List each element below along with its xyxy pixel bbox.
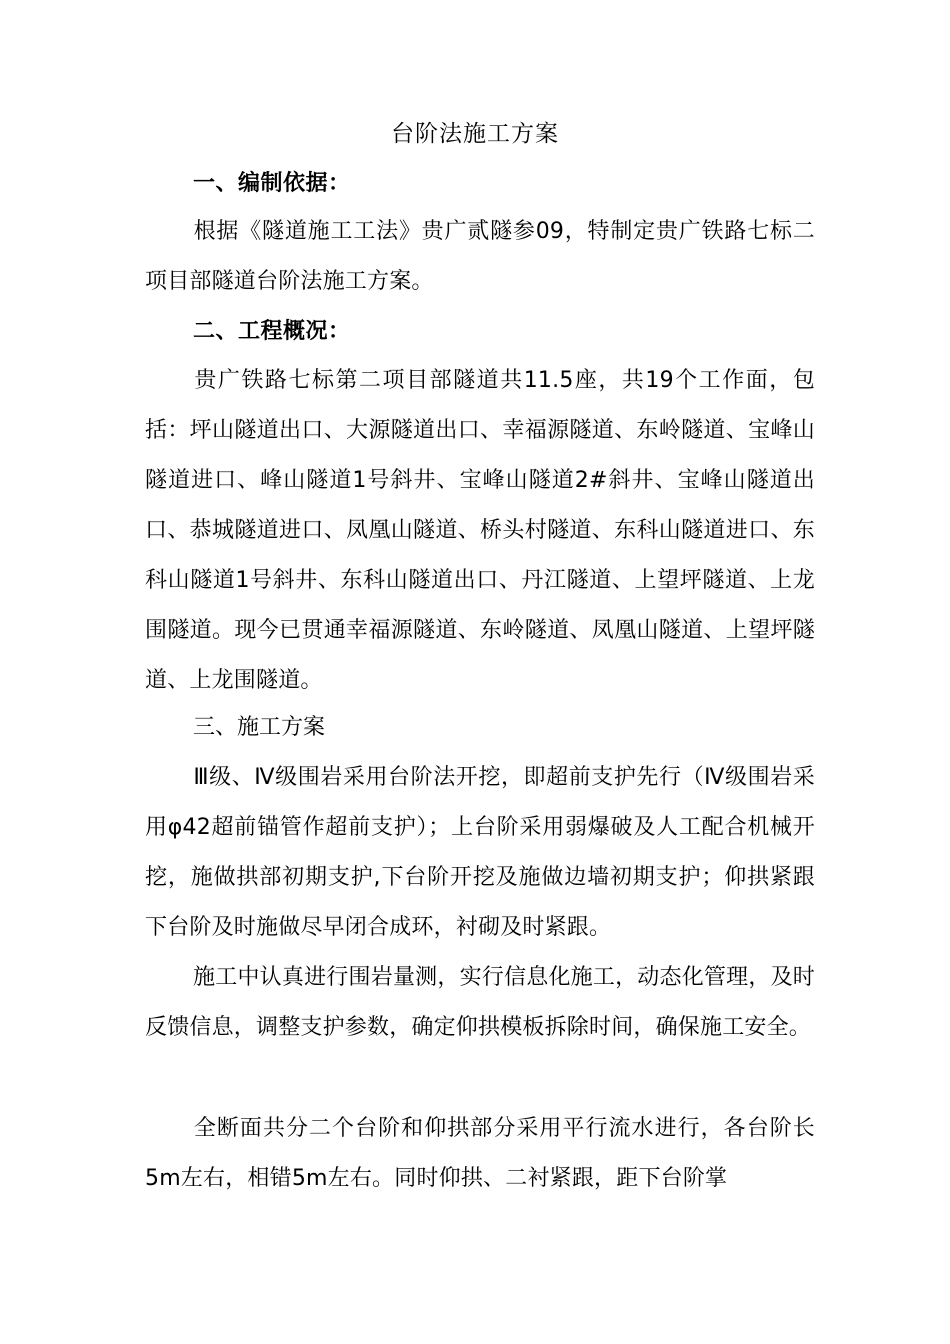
- section-heading-plan: 三、施工方案: [193, 715, 326, 740]
- paragraph-basis-text: 根据《隧道施工工法》贵广贰隧参09，特制定贵广铁路七标二项目部隧道台阶法施工方案。: [145, 219, 815, 294]
- paragraph-plan-1-text: Ⅲ级、Ⅳ级围岩采用台阶法开挖，即超前支护先行（Ⅳ级围岩采用φ42超前锚管作超前支护）；上台阶采用弱爆破及人工配合机械开挖，施做拱部初期支护,下台阶开挖及施做边墙初期支护；仰拱紧跟下台阶及时施做尽早闭合成环，衬砌及时紧跟。: [145, 765, 815, 940]
- paragraph-plan-2-text: 施工中认真进行围岩量测，实行信息化施工，动态化管理，及时反馈信息，调整支护参数，确定仰拱模板拆除时间，确保施工安全。: [145, 965, 815, 1040]
- paragraph-overview: [145, 356, 815, 706]
- paragraph-plan-1: [145, 753, 815, 953]
- section-heading-basis: 一、编制依据：: [193, 171, 351, 196]
- section-heading-overview: 二、工程概况：: [193, 319, 351, 344]
- paragraph-basis: [145, 207, 815, 307]
- paragraph-overview-text: 贵广铁路七标第二项目部隧道共11.5座，共19个工作面，包括：坪山隧道出口、大源隧道出口、幸福源隧道、东岭隧道、宝峰山隧道进口、峰山隧道1号斜井、宝峰山隧道2#斜井、宝峰山隧道出口、恭城隧道进口、凤凰山隧道、桥头村隧道、东科山隧道进口、东科山隧道1号斜井、东科山隧道出口、丹江隧道、上望坪隧道、上龙围隧道。现今已贯通幸福源隧道、东岭隧道、凤凰山隧道、上望坪隧道、上龙围隧道。: [145, 368, 815, 693]
- paragraph-plan-3: [145, 1104, 815, 1204]
- paragraph-plan-2: [145, 953, 815, 1053]
- paragraph-plan-3-text: 全断面共分二个台阶和仰拱部分采用平行流水进行，各台阶长5m左右，相错5m左右。同时仰拱、二衬紧跟，距下台阶掌: [145, 1116, 815, 1191]
- document-title: 台阶法施工方案: [391, 121, 559, 147]
